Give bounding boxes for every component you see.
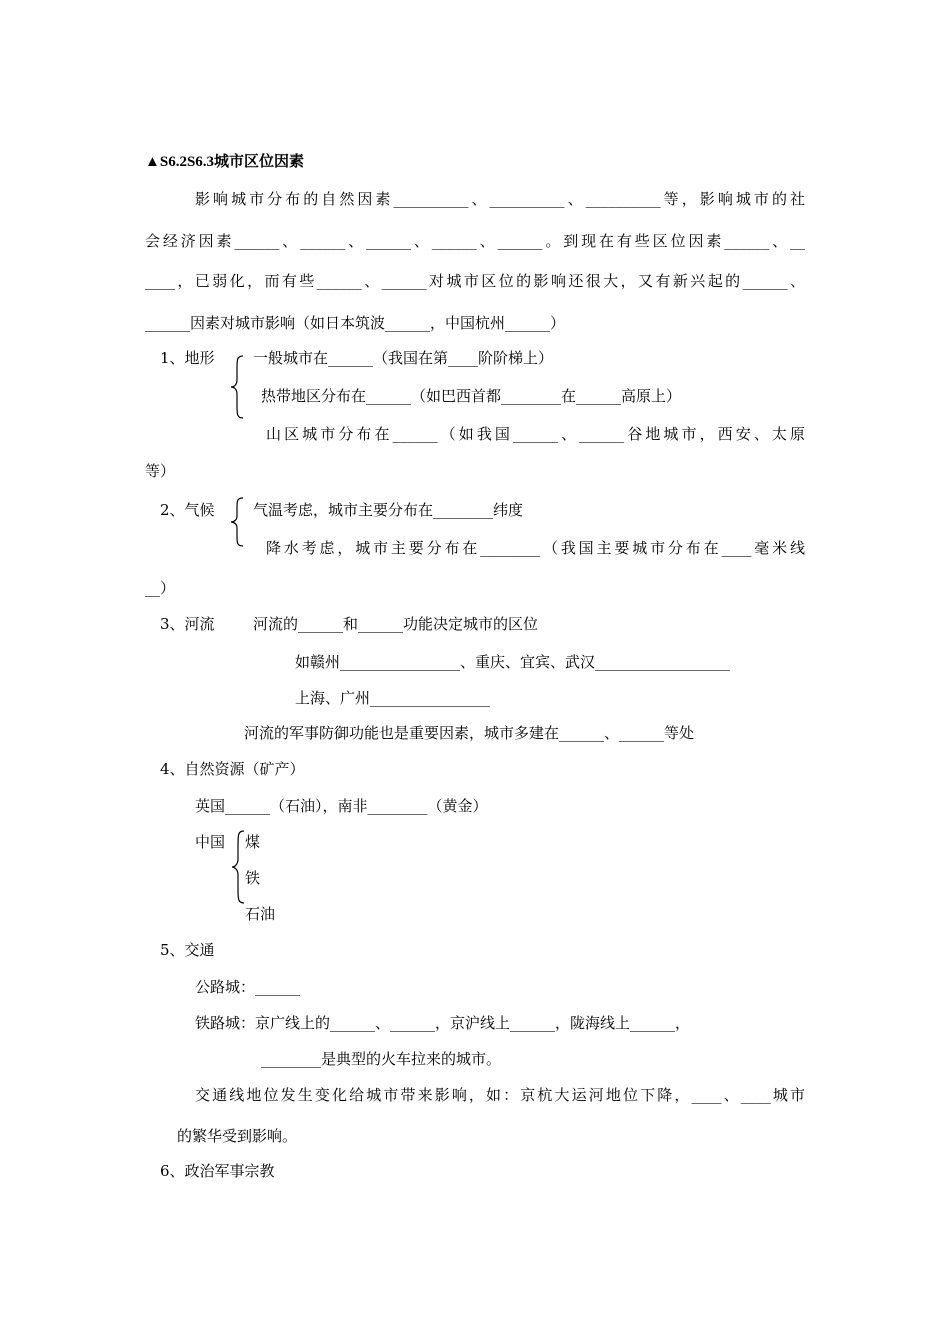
climate-line-2: 降水考虑，城市主要分布在________（我国主要城市分布在____毫米线	[266, 539, 805, 557]
climate-label: 2、气候	[160, 501, 215, 519]
terrain-brace-icon	[229, 354, 245, 420]
resources-brace-icon	[230, 829, 246, 905]
intro-line-4: ______因素对城市影响（如日本筑波______，中国杭州______）	[145, 314, 566, 332]
transport-road: 公路城：______	[195, 978, 301, 996]
resources-line-1: 英国______（石油），南非________（黄金）	[195, 797, 488, 815]
resources-china-label: 中国	[195, 833, 226, 851]
transport-rail: 铁路城：京广线上的______、______，京沪线上______，陇海线上______，	[195, 1014, 691, 1032]
terrain-line-1: 一般城市在______（我国在第____阶阶梯上）	[253, 349, 554, 367]
climate-brace-icon	[229, 496, 245, 548]
climate-continuation: __）	[145, 579, 176, 597]
transport-rail-continuation: ________是典型的火车拉来的城市。	[261, 1050, 502, 1068]
politics-label: 6、政治军事宗教	[160, 1162, 275, 1180]
river-line-4: 河流的军事防御功能也是重要因素，城市多建在______、______等处	[244, 724, 695, 742]
terrain-label: 1、地形	[160, 349, 215, 367]
river-line-1: 河流的______和______功能决定城市的区位	[253, 615, 539, 633]
resource-item-iron: 铁	[245, 869, 261, 887]
river-line-2: 如赣州________________、重庆、宜宾、武汉__________________	[295, 653, 731, 671]
intro-line-2: 会经济因素______、______、______、______、______。到现在有些区位因素______、__	[145, 232, 805, 250]
river-label: 3、河流	[160, 615, 215, 633]
terrain-continuation: 等）	[145, 462, 176, 480]
river-line-3: 上海、广州________________	[295, 689, 491, 707]
transport-change: 交通线地位发生变化给城市带来影响，如：京杭大运河地位下降，____、____城市	[195, 1086, 805, 1104]
intro-line-3: ____，已弱化，而有些______、______对城市区位的影响还很大，又有新兴起的______、	[145, 272, 805, 290]
terrain-line-2: 热带地区分布在______（如巴西首都________在______高原上）	[261, 387, 682, 405]
transport-change-continuation: 的繁华受到影响。	[177, 1127, 298, 1145]
resource-item-oil: 石油	[245, 905, 276, 923]
intro-line-1: 影响城市分布的自然因素__________、__________、__________等，影响城市的社	[195, 190, 805, 208]
transport-label: 5、交通	[160, 941, 215, 959]
page-title: ▲S6.2S6.3城市区位因素	[145, 154, 305, 170]
climate-line-1: 气温考虑，城市主要分布在________纬度	[253, 501, 524, 519]
resource-item-coal: 煤	[245, 833, 261, 851]
resources-label: 4、自然资源（矿产）	[160, 760, 305, 778]
terrain-line-3: 山区城市分布在______（如我国______、______谷地城市，西安、太原	[266, 425, 805, 443]
